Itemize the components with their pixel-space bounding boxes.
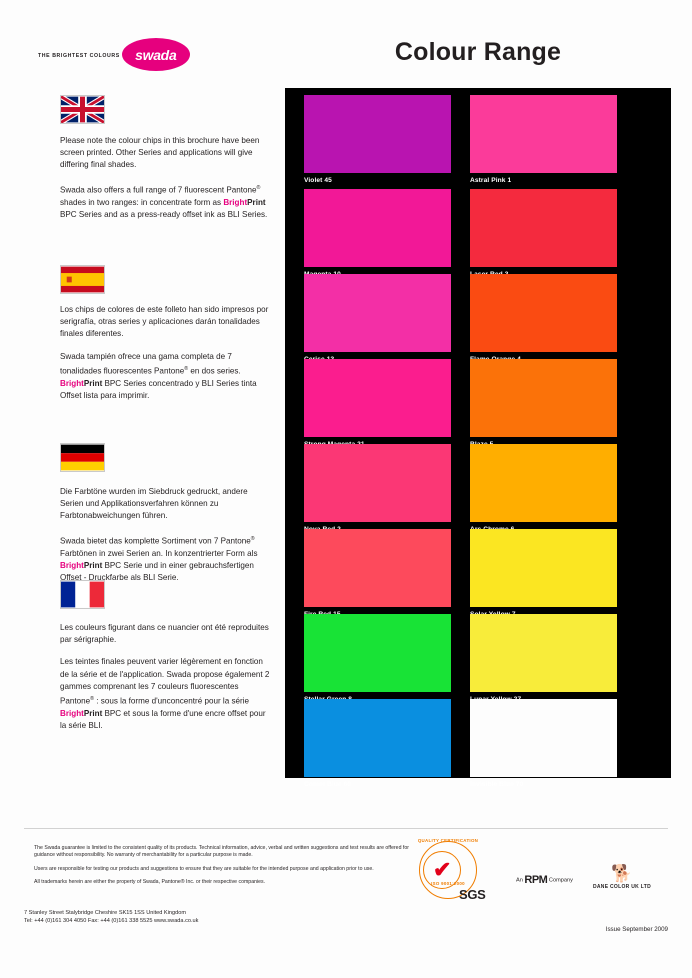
swatch-label: Invisible Blue 70 xyxy=(470,781,524,788)
rpm-wordmark: RPM xyxy=(524,874,548,886)
colour-swatch[interactable] xyxy=(304,699,451,788)
colour-swatch[interactable] xyxy=(470,444,617,522)
issue-date: Issue September 2009 xyxy=(605,926,668,933)
colour-swatch[interactable] xyxy=(304,95,451,184)
paragraph-es-1: Los chips de colores de este folleto han sido impresos por serigrafía, otras series y aplicaciones darán tonalidades finales diferentes. xyxy=(60,305,269,339)
legal-paragraph-3: All trademarks herein are either the property of Swada, Pantone® Inc. or their respective companies. xyxy=(34,879,266,886)
rpm-suffix: Company xyxy=(548,877,573,884)
brightprint-print-de: Print xyxy=(83,560,103,570)
sgs-arc-bottom-text: ISO 9001:2000 xyxy=(431,881,465,886)
colour-swatch[interactable] xyxy=(304,614,451,692)
legal-paragraph-1: The Swada guarantee is limited to the consistent quality of its products. Technical information, advice, verbal and written suggestions and test results are offered for guidance without responsibility. No warranty of merchantability for a particular purpose is made. xyxy=(34,845,409,859)
colour-swatch[interactable] xyxy=(304,444,451,522)
legal-paragraph-2: Users are responsible for testing our products and suggestions to ensure that they are suitable for the intended purpose and application prior to use. xyxy=(34,865,374,872)
rpm-prefix: An xyxy=(516,877,523,884)
colour-swatch[interactable] xyxy=(304,359,451,437)
paragraph-fr-1: Les couleurs figurant dans ce nuancier ont été reproduites par sérigraphie. xyxy=(60,623,269,645)
colour-swatch[interactable] xyxy=(470,274,617,352)
paragraph-de-2: Swada bietet das komplette Sortiment von 7 Pantone® Farbtönen in zwei Serien an. In konzentrierter Form als BrightPrint BPC Serie und in einer gebrauchsfertigen Offset - Druckfarbe als BLI Serie. xyxy=(60,535,258,582)
brightprint-print-es: Print xyxy=(83,378,103,388)
swatch-label: Violet 45 xyxy=(304,177,332,184)
brightprint-print-fr: Print xyxy=(83,708,103,718)
logo-brand-name: swada xyxy=(135,46,177,63)
spain-flag-icon xyxy=(60,265,105,294)
paragraph-en-2: Swada also offers a full range of 7 fluorescent Pantone® shades in two ranges: in concentrate form as BrightPrint BPC Series and as a press-ready offset ink as BLI Series. xyxy=(60,184,268,219)
paragraph-de-1: Die Farbtöne wurden im Siebdruck gedruckt, andere Serien und Applikationsverfahren können zu Farbtonabweichungen führen. xyxy=(60,487,248,521)
text-block-es xyxy=(60,304,272,402)
swatch-label: Comet Blue 60 xyxy=(304,781,352,788)
colour-swatch-panel xyxy=(285,88,671,788)
brightprint-bright-es: Bright xyxy=(60,378,84,388)
logo-blob-shape xyxy=(122,38,190,71)
colour-swatch[interactable] xyxy=(304,274,451,352)
colour-swatch[interactable] xyxy=(470,359,617,437)
swatch-label: Astral Pink 1 xyxy=(470,177,512,184)
brightprint-print: Print xyxy=(247,197,266,207)
colour-swatch[interactable] xyxy=(470,699,617,788)
footer-address xyxy=(24,909,354,925)
check-icon: ✔ xyxy=(433,857,452,882)
brightprint-bright-fr: Bright xyxy=(60,708,84,718)
text-block-en xyxy=(60,135,272,221)
logo-tagline: THE BRIGHTEST COLOURS xyxy=(38,52,120,59)
swada-logo xyxy=(38,38,190,71)
germany-flag-icon xyxy=(60,443,105,472)
address-line-1: 7 Stanley Street Stalybridge Cheshire SK15 1SS United Kingdom xyxy=(24,910,187,916)
text-block-fr xyxy=(60,622,272,732)
colour-swatch[interactable] xyxy=(470,614,617,692)
colour-swatch[interactable] xyxy=(470,189,617,267)
page-title: Colour Range xyxy=(394,38,562,66)
rpm-company-mark xyxy=(516,874,573,886)
france-flag-icon xyxy=(60,580,105,609)
dane-color-mark xyxy=(579,865,665,890)
dane-color-wordmark: DANE COLOR UK LTD xyxy=(592,884,652,890)
paragraph-en-1: Please note the colour chips in this brochure have been screen printed. Other Series and applications will give differing final shades. xyxy=(60,136,260,170)
uk-flag-icon xyxy=(60,95,105,124)
paragraph-es-2: Swada tampién ofrece una gama completa de 7 tonalidades fluorescentes Pantone® en dos series. BrightPrint BPC Series concentrado y BLI Series tinta Offset lista para imprimir. xyxy=(60,351,257,400)
sgs-arc-top-text: QUALITY CERTIFICATION xyxy=(417,838,479,843)
colour-swatch[interactable] xyxy=(470,95,617,184)
brightprint-bright-de: Bright xyxy=(60,560,84,570)
sgs-certification-mark xyxy=(413,838,505,903)
colour-swatch[interactable] xyxy=(304,189,451,267)
footer-divider xyxy=(24,828,668,829)
address-line-2: Tel: +44 (0)161 304 4050 Fax: +44 (0)161 338 5525 www.swada.co.uk xyxy=(24,918,199,924)
great-dane-dog-icon: 🐕 xyxy=(611,864,633,883)
footer-legal-text xyxy=(34,845,424,893)
paragraph-fr-2: Les teintes finales peuvent varier légèrement en fonction de la série et de l'application. Swada propose également 2 gammes comprenant les 7 couleurs fluorescentes Pantone® : sous la forme d'unconcentré pour la série BrightPrint BPC et sous la forme d'une encre offset pour la série BLI. xyxy=(60,657,270,731)
colour-swatch[interactable] xyxy=(470,529,617,607)
text-block-de xyxy=(60,486,272,584)
brightprint-bright: Bright xyxy=(223,197,248,207)
colour-swatch[interactable] xyxy=(304,529,451,607)
sgs-wordmark: SGS xyxy=(459,887,486,902)
